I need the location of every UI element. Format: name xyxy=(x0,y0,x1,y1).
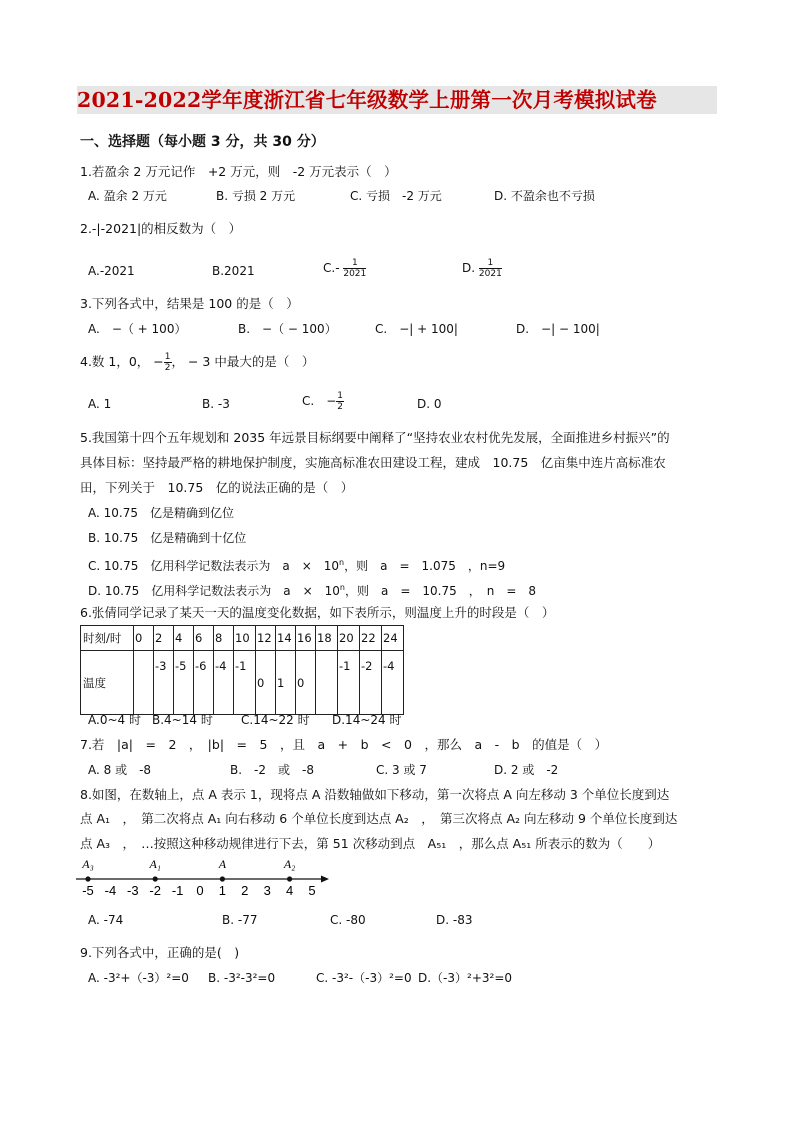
axis-tick-label: 0 xyxy=(196,883,204,898)
table-cell: -3 xyxy=(154,651,174,715)
question-8-option-a[interactable]: A. -74 xyxy=(88,913,124,927)
table-cell: -1 xyxy=(338,651,360,715)
page-title: 2021-2022学年度浙江省七年级数学上册第一次月考模拟试卷 xyxy=(77,86,717,114)
question-5-option-c[interactable]: C. 10.75 亿用科学记数法表示为 a × $10^n$，则 a = 1.075 ，n=9 xyxy=(88,558,506,573)
table-row xyxy=(81,626,404,651)
table-row xyxy=(81,651,404,715)
question-7-stem: 7.若 |a| = 2 ， |b| = 5 ，且 a + b < 0 ，那么 a - b 的值是（ ） xyxy=(80,737,608,752)
question-4-option-b[interactable]: B. -3 xyxy=(202,397,230,411)
question-4-stem: 4.数 1，0， − $\frac{1}{2}$ ， − 3 中最大的是（ ） xyxy=(80,352,315,373)
question-3-option-c[interactable]: C. −| + 100| xyxy=(375,322,458,336)
question-1-option-a[interactable]: A. 盈余 2 万元 xyxy=(88,189,167,203)
table-cell: 20 xyxy=(338,626,360,651)
table-cell: -5 xyxy=(174,651,194,715)
question-4-option-d[interactable]: D. 0 xyxy=(417,397,442,411)
question-6-stem: 6.张倩同学记录了某天一天的温度变化数据，如下表所示，则温度上升的时段是（ ） xyxy=(80,605,555,620)
question-4-option-c[interactable]: C. − $\frac{1}{2}$ xyxy=(302,391,343,412)
question-5-line-1: 5.我国第十四个五年规划和 2035 年远景目标纲要中阐释了“坚持农业农村优先发展，全面推进乡村振兴”的 xyxy=(80,430,670,445)
fraction: $\frac{1}{2}$ xyxy=(164,352,171,373)
axis-tick-label: 2 xyxy=(241,883,249,898)
table-cell: 0 xyxy=(296,651,316,715)
table-cell: 0 xyxy=(134,626,154,651)
axis-tick-label: 5 xyxy=(308,883,316,898)
question-1-option-b[interactable]: B. 亏损 2 万元 xyxy=(216,189,296,203)
fraction: $\frac{1}{2021}$ xyxy=(478,258,502,279)
number-line-point-label: A₁ xyxy=(149,857,161,871)
question-9-option-a[interactable]: A. -3²+（-3）²=0 xyxy=(88,971,189,985)
number-line xyxy=(76,855,336,899)
question-5-option-b[interactable]: B. 10.75 亿是精确到十亿位 xyxy=(88,531,247,545)
question-4-option-a[interactable]: A. 1 xyxy=(88,397,112,411)
question-7-option-d[interactable]: D. 2 或 -2 xyxy=(494,763,559,777)
question-8-line-2: 点 A₁ ， 第二次将点 A₁ 向右移动 6 个单位长度到达点 A₂ ， 第三次将点 A₂ 向左移动 9 个单位长度到达 xyxy=(80,811,678,826)
question-8-option-b[interactable]: B. -77 xyxy=(222,913,258,927)
fraction: $\frac{1}{2}$ xyxy=(337,391,343,412)
question-3-option-d[interactable]: D. −| − 100| xyxy=(516,322,600,336)
question-1-option-d[interactable]: D. 不盈余也不亏损 xyxy=(494,189,595,203)
question-9-stem: 9.下列各式中，正确的是( ) xyxy=(80,945,240,960)
number-line-point-label: A₃ xyxy=(82,857,94,871)
table-cell xyxy=(134,651,154,715)
table-cell: 18 xyxy=(316,626,338,651)
question-6-option-d[interactable]: D.14~24 时 xyxy=(332,713,402,727)
axis-tick-label: -3 xyxy=(127,883,139,898)
number-line-point xyxy=(153,876,158,881)
number-line-point-label: A₂ xyxy=(283,857,296,871)
question-3-option-b[interactable]: B. −（ − 100） xyxy=(238,322,337,336)
axis-tick-label: -2 xyxy=(149,883,161,898)
table-cell: 14 xyxy=(276,626,296,651)
question-5-option-d[interactable]: D. 10.75 亿用科学记数法表示为 a × $10^n$，则 a = 10.75 ， n = 8 xyxy=(88,583,537,598)
question-8-option-d[interactable]: D. -83 xyxy=(436,913,473,927)
axis-arrow-icon xyxy=(321,876,329,883)
question-3-option-a[interactable]: A. −（ + 100） xyxy=(88,322,187,336)
question-6-option-c[interactable]: C.14~22 时 xyxy=(241,713,310,727)
question-2-option-a[interactable]: A.-2021 xyxy=(88,264,135,278)
option-c-prefix: C.- xyxy=(323,261,340,275)
option-d-prefix: D. xyxy=(462,261,476,275)
axis-tick-label: -4 xyxy=(104,883,117,898)
question-9-option-c[interactable]: C. -3²-（-3）²=0 xyxy=(316,971,412,985)
number-line-point xyxy=(220,876,225,881)
question-8-option-c[interactable]: C. -80 xyxy=(330,913,366,927)
table-cell: 1 xyxy=(276,651,296,715)
table-cell xyxy=(316,651,338,715)
question-8-line-1: 8.如图，在数轴上，点 A 表示 1，现将点 A 沿数轴做如下移动，第一次将点 A 向左移动 3 个单位长度到达 xyxy=(80,787,670,802)
axis-tick-label: -1 xyxy=(171,883,184,898)
question-3-stem: 3.下列各式中，结果是 100 的是（ ） xyxy=(80,296,299,311)
fraction: $\frac{1}{2021}$ xyxy=(343,258,367,279)
table-cell: 12 xyxy=(256,626,276,651)
temperature-table xyxy=(80,625,404,715)
axis-tick-label: 4 xyxy=(285,883,294,898)
question-7-option-b[interactable]: B. -2 或 -8 xyxy=(230,763,314,777)
table-header-time: 时刻/时 xyxy=(81,626,134,651)
question-5-line-2: 具体目标：坚持最严格的耕地保护制度，实施高标准农田建设工程，建成 10.75 亿亩集中连片高标准农 xyxy=(80,455,666,470)
number-line-point xyxy=(287,876,292,881)
question-2-option-c[interactable] xyxy=(323,258,366,279)
table-cell: 22 xyxy=(360,626,382,651)
axis-tick-label: 3 xyxy=(263,883,271,898)
number-line-point-label: A xyxy=(218,857,227,871)
section-heading: 一、选择题（每小题 3 分，共 30 分） xyxy=(80,134,325,150)
table-cell: 8 xyxy=(214,626,234,651)
table-header-temperature: 温度 xyxy=(81,651,134,715)
question-5-line-3: 田，下列关于 10.75 亿的说法正确的是（ ） xyxy=(80,480,354,495)
table-cell: -4 xyxy=(382,651,404,715)
table-cell: 2 xyxy=(154,626,174,651)
table-cell: -2 xyxy=(360,651,382,715)
axis-tick-label: -5 xyxy=(82,883,94,898)
axis-tick-label: 1 xyxy=(218,883,227,898)
table-cell: 4 xyxy=(174,626,194,651)
question-1-option-c[interactable]: C. 亏损 -2 万元 xyxy=(350,189,442,203)
table-cell: -4 xyxy=(214,651,234,715)
table-cell: 24 xyxy=(382,626,404,651)
table-cell: -1 xyxy=(234,651,256,715)
table-cell: 0 xyxy=(256,651,276,715)
question-6-option-b[interactable]: B.4~14 时 xyxy=(152,713,213,727)
question-7-option-c[interactable]: C. 3 或 7 xyxy=(376,763,427,777)
question-9-option-b[interactable]: B. -3²-3²=0 xyxy=(208,971,276,985)
question-5-option-a[interactable]: A. 10.75 亿是精确到亿位 xyxy=(88,506,234,520)
question-2-stem: 2.-|-2021|的相反数为（ ） xyxy=(80,221,242,236)
table-cell: 6 xyxy=(194,626,214,651)
question-2-option-b[interactable]: B.2021 xyxy=(212,264,255,278)
question-9-option-d[interactable]: D.（-3）²+3²=0 xyxy=(418,971,513,985)
table-cell: 10 xyxy=(234,626,256,651)
table-cell: -6 xyxy=(194,651,214,715)
question-2-option-d[interactable] xyxy=(462,258,502,279)
question-8-line-3: 点 A₃ ， …按照这种移动规律进行下去，第 51 次移动到点 A₅₁ ，那么点 A₅₁ 所表示的数为（ ） xyxy=(80,836,661,851)
question-1-stem: 1.若盈余 2 万元记作 +2 万元，则 -2 万元表示（ ） xyxy=(80,164,397,179)
question-7-option-a[interactable]: A. 8 或 -8 xyxy=(88,763,152,777)
number-line-point xyxy=(85,876,90,881)
question-6-option-a[interactable]: A.0~4 时 xyxy=(88,713,141,727)
table-cell: 16 xyxy=(296,626,316,651)
